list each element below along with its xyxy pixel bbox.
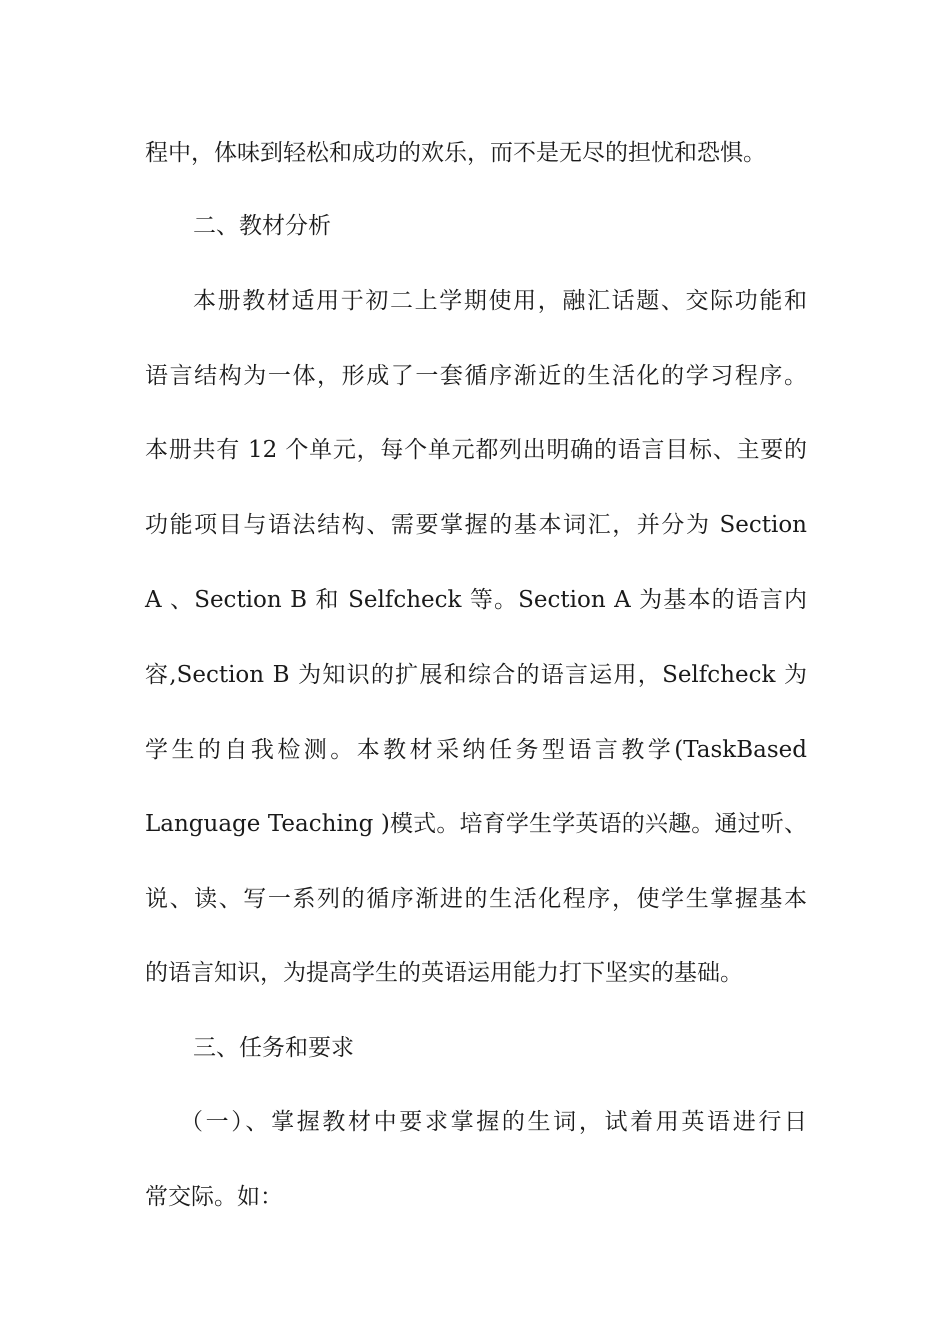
paragraph-line: 容,Section B 为知识的扩展和综合的语言运用，Selfcheck 为 [145,662,807,688]
paragraph-line: （一）、掌握教材中要求掌握的生词，试着用英语进行日 [180,1109,807,1135]
paragraph-line: 常交际。如： [145,1184,283,1210]
paragraph-line: 本册教材适用于初二上学期使用，融汇话题、交际功能和 [193,288,807,314]
paragraph-line: 功能项目与语法结构、需要掌握的基本词汇，并分为 Section [145,512,807,538]
paragraph-line: 说、读、写一系列的循序渐进的生活化程序，使学生掌握基本 [145,886,807,912]
section-heading-tasks-requirements: 三、任务和要求 [193,1035,354,1061]
paragraph-line: 程中，体味到轻松和成功的欢乐，而不是无尽的担忧和恐惧。 [145,140,766,166]
paragraph-line: A 、Section B 和 Selfcheck 等。Section A 为基本的语言内 [145,587,807,613]
paragraph-line: Language Teaching )模式。培育学生学英语的兴趣。通过听、 [145,811,807,837]
section-heading-textbook-analysis: 二、教材分析 [193,213,331,239]
paragraph-line: 学生的自我检测。本教材采纳任务型语言教学(TaskBased [145,737,807,763]
paragraph-line: 本册共有 12 个单元，每个单元都列出明确的语言目标、主要的 [145,437,807,463]
paragraph-line: 的语言知识，为提高学生的英语运用能力打下坚实的基础。 [145,960,743,986]
paragraph-line: 语言结构为一体，形成了一套循序渐近的生活化的学习程序。 [145,363,807,389]
